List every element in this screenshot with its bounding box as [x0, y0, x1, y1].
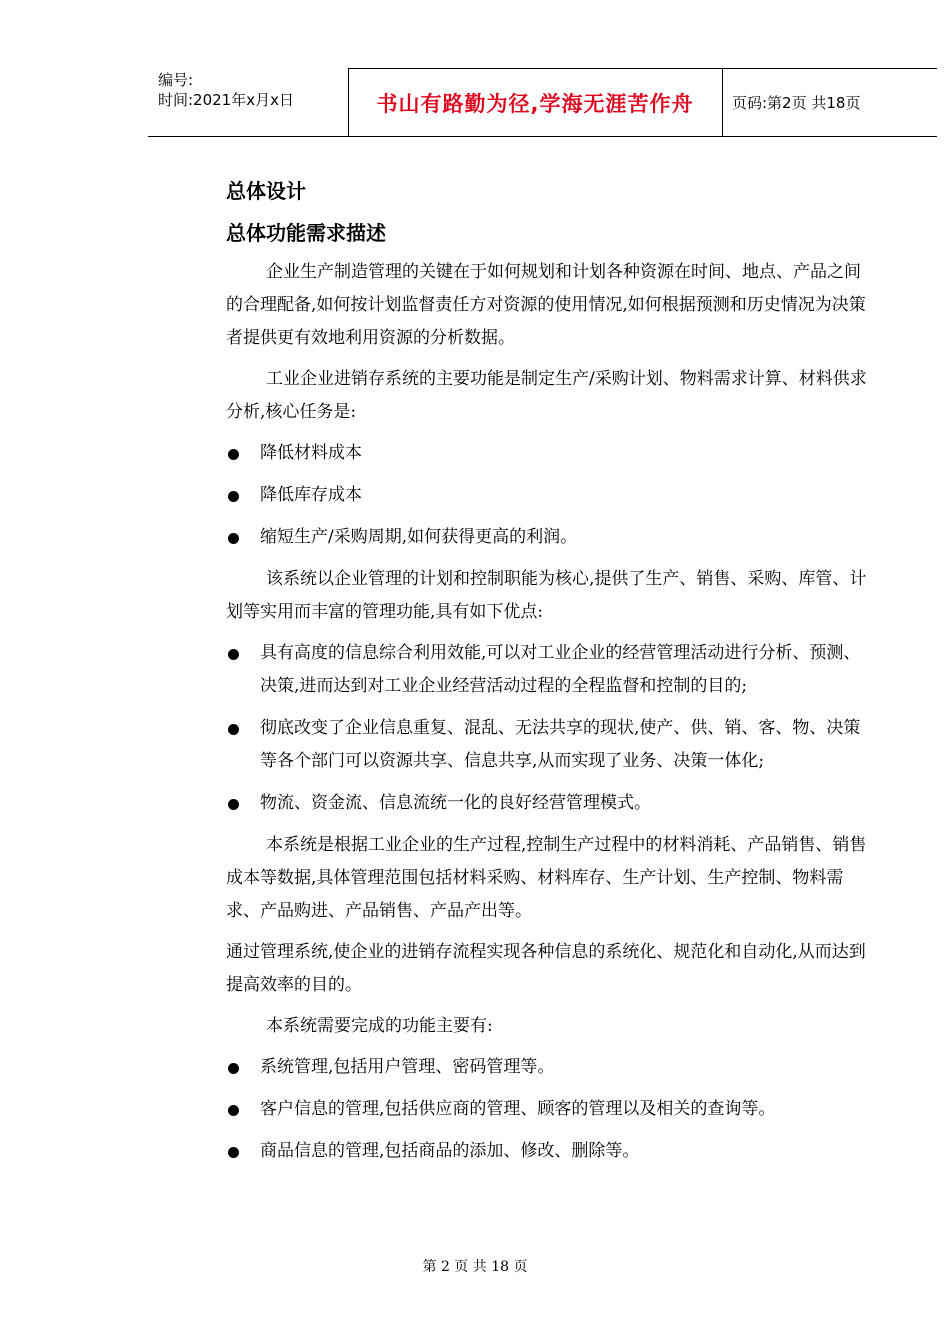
header-motto-cell — [348, 68, 723, 137]
list-item — [226, 637, 876, 703]
paragraph-intro: 企业生产制造管理的关键在于如何规划和计划各种资源在时间、地点、产品之间的合理配备,如何按计划监督责任方对资源的使用情况,如何根据预测和历史情况为决策者提供更有效地利用资源的分析数据。 — [226, 262, 866, 348]
functions-list — [226, 1051, 876, 1168]
bullet-icon — [228, 1147, 239, 1158]
document-time-label: 时间:2021年x月x日 — [158, 91, 294, 109]
list-item — [226, 437, 876, 470]
section-subtitle: 总体功能需求描述 — [226, 221, 386, 245]
bullet-icon — [228, 449, 239, 460]
page-footer — [0, 1256, 950, 1276]
section-title: 总体设计 — [226, 179, 306, 203]
list-item-text: 物流、资金流、信息流统一化的良好经营管理模式。 — [260, 793, 651, 813]
core-tasks-list — [226, 437, 876, 554]
paragraph-system-core: 该系统以企业管理的计划和控制职能为核心,提供了生产、销售、采购、库管、计划等实用而丰富的管理功能,具有如下优点: — [226, 569, 867, 622]
list-item-text: 彻底改变了企业信息重复、混乱、无法共享的现状,使产、供、销、客、物、决策等各个部门可以资源共享、信息共享,从而实现了业务、决策一体化; — [260, 718, 861, 771]
list-item-text: 客户信息的管理,包括供应商的管理、顾客的管理以及相关的查询等。 — [260, 1099, 776, 1119]
advantages-list — [226, 637, 876, 820]
paragraph-scope: 本系统是根据工业企业的生产过程,控制生产过程中的材料消耗、产品销售、销售成本等数据,具体管理范围包括材料采购、材料库存、生产计划、生产控制、物料需求、产品购进、产品销售、产品产出等。 — [226, 835, 867, 921]
footer-page-number: 第 2 页 共 18 页 — [422, 1259, 528, 1275]
list-item — [226, 1051, 876, 1084]
document-number-label: 编号: — [158, 71, 194, 89]
list-item-text: 系统管理,包括用户管理、密码管理等。 — [260, 1057, 555, 1077]
list-item — [226, 521, 876, 554]
bullet-icon — [228, 491, 239, 502]
header-meta-cell — [148, 68, 349, 136]
list-item — [226, 1135, 876, 1168]
bullet-icon — [228, 1063, 239, 1074]
page-header — [148, 68, 937, 137]
paragraph-system-functions: 工业企业进销存系统的主要功能是制定生产/采购计划、物料需求计算、材料供求分析,核心任务是: — [226, 369, 867, 422]
list-item-text: 缩短生产/采购周期,如何获得更高的利润。 — [260, 527, 578, 547]
list-item — [226, 479, 876, 512]
document-body — [226, 170, 876, 1177]
paragraph-functions-intro: 本系统需要完成的功能主要有: — [266, 1016, 493, 1036]
bullet-icon — [228, 724, 239, 735]
list-item-text: 商品信息的管理,包括商品的添加、修改、删除等。 — [260, 1141, 640, 1161]
header-page-cell — [722, 68, 937, 137]
bullet-icon — [228, 649, 239, 660]
bullet-icon — [228, 533, 239, 544]
list-item — [226, 1093, 876, 1126]
list-item — [226, 712, 876, 778]
paragraph-goal: 通过管理系统,使企业的进销存流程实现各种信息的系统化、规范化和自动化,从而达到提高效率的目的。 — [226, 942, 866, 995]
list-item-text: 具有高度的信息综合利用效能,可以对工业企业的经营管理活动进行分析、预测、决策,进而达到对工业企业经营活动过程的全程监督和控制的目的; — [260, 643, 861, 696]
bullet-icon — [228, 1105, 239, 1116]
list-item-text: 降低库存成本 — [260, 485, 362, 505]
list-item-text: 降低材料成本 — [260, 443, 362, 463]
bullet-icon — [228, 799, 239, 810]
header-page-number: 页码:第2页 共18页 — [732, 94, 861, 112]
header-motto: 书山有路勤为径,学海无涯苦作舟 — [376, 92, 694, 116]
list-item — [226, 787, 876, 820]
